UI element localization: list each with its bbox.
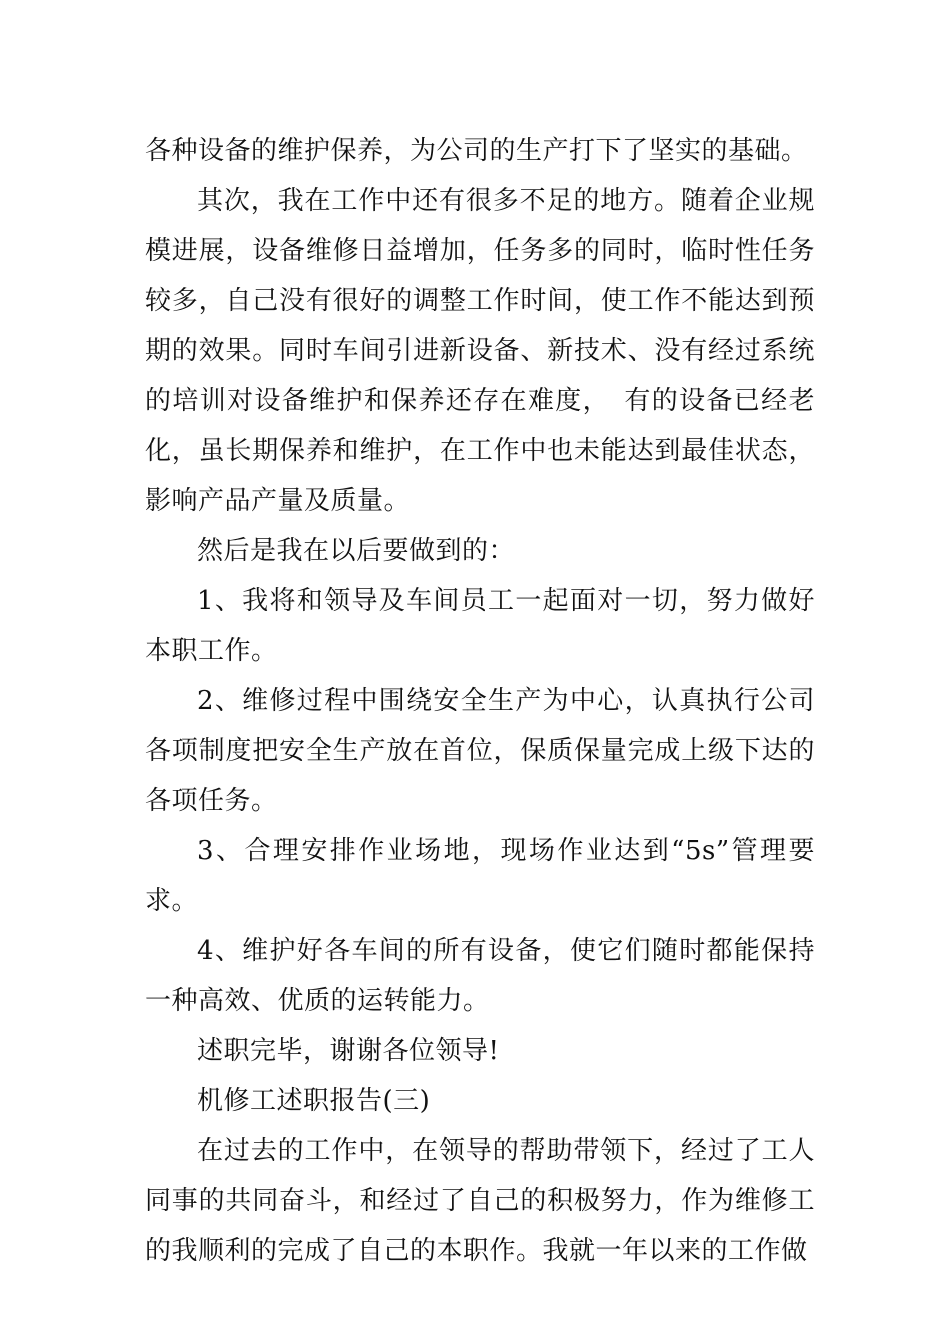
paragraph-intro-section-3: 在过去的工作中，在领导的帮助带领下，经过了工人同事的共同奋斗，和经过了自己的积极努力，作为维修工的我顺利的完成了自己的本职作。我就一年以来的工作做 (145, 1136, 815, 1266)
list-item-3: 3、合理安排作业场地，现场作业达到“5s”管理要求。 (145, 836, 815, 916)
list-item-1: 1、我将和领导及车间员工一起面对一切，努力做好本职工作。 (145, 586, 815, 666)
section-title: 机修工述职报告(三) (197, 1086, 431, 1116)
paragraph-shortcomings: 其次，我在工作中还有很多不足的地方。随着企业规模进展，设备维修日益增加，任务多的同时，临时性任务较多，自己没有很好的调整工作时间，使工作不能达到预期的效果。同时车间引进新设备、新技术、没有经过系统的培训对设备维护和保养还存在难度， 有的设备已经老化，虽长期保养和维护，在工作中也未能达到最佳状态，影响产品产量及质量。 (145, 186, 815, 516)
list-item-2: 2、维修过程中围绕安全生产为中心，认真执行公司各项制度把安全生产放在首位，保质保量完成上级下达的各项任务。 (145, 686, 815, 816)
paragraph-future-intro: 然后是我在以后要做到的： (197, 536, 516, 566)
list-item-4: 4、维护好各车间的所有设备，使它们随时都能保持一种高效、优质的运转能力。 (145, 936, 815, 1016)
paragraph-continuation: 各种设备的维护保养，为公司的生产打下了坚实的基础。 (145, 136, 808, 166)
paragraph-closing: 述职完毕，谢谢各位领导! (197, 1036, 500, 1066)
document-body (145, 126, 815, 1276)
